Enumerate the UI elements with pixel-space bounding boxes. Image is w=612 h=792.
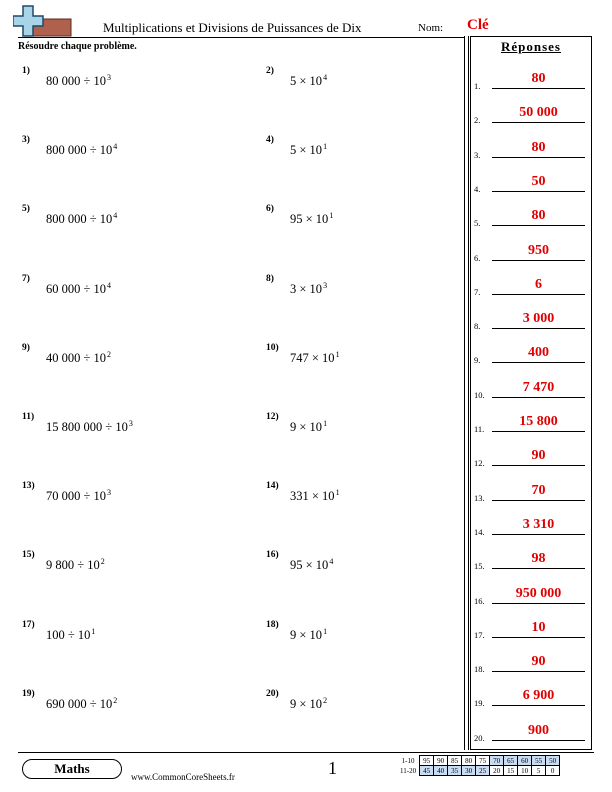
answer-number: 3. <box>474 149 481 160</box>
header-rule <box>18 37 465 38</box>
answer-value: 10 <box>531 619 546 635</box>
problem-expression <box>46 142 117 158</box>
expression-exponent: 4 <box>323 73 328 82</box>
expression-exponent: 4 <box>329 557 334 567</box>
problem-number: 6) <box>266 204 274 215</box>
score-cell: 90 <box>434 756 448 766</box>
problem-expression <box>46 281 111 297</box>
expression-base: 747 × 10 <box>290 350 335 365</box>
problem-number: 10) <box>266 342 279 353</box>
problem-expression <box>46 488 111 504</box>
answer-value: 70 <box>531 482 546 498</box>
problem-expression <box>290 350 340 366</box>
problem-expression <box>290 557 333 573</box>
answer-number: 14. <box>474 526 485 537</box>
name-value: Clé <box>467 17 489 33</box>
answer-value: 950 <box>528 242 549 258</box>
answer-value: 950 000 <box>515 585 562 601</box>
score-cell: 40 <box>434 766 448 776</box>
expression-exponent: 1 <box>335 349 340 359</box>
answer-value: 3 310 <box>522 516 555 532</box>
expression-base: 95 × 10 <box>290 212 329 227</box>
answer-line <box>492 500 585 501</box>
score-row-label: 1-10 <box>401 756 415 765</box>
expression-exponent: 4 <box>113 211 118 221</box>
answer-line <box>492 534 585 535</box>
answer-line <box>492 294 585 295</box>
problem-number: 11) <box>22 412 35 422</box>
answer-number: 8. <box>474 321 481 332</box>
score-cell: 80 <box>462 756 476 766</box>
problem-expression <box>290 419 327 435</box>
score-cell: 10 <box>518 766 532 776</box>
expression-base: 690 000 ÷ 10 <box>46 696 113 711</box>
answer-line <box>492 465 585 466</box>
answer-line <box>492 88 585 89</box>
score-cell: 70 <box>490 756 504 766</box>
score-row-label: 11-20 <box>400 766 417 775</box>
problem-expression <box>46 557 105 573</box>
answer-line <box>492 225 585 226</box>
answer-number: 15. <box>474 561 485 572</box>
expression-base: 5 × 10 <box>290 74 323 88</box>
score-cell: 25 <box>476 766 490 776</box>
expression-base: 800 000 ÷ 10 <box>46 143 113 158</box>
problem-expression <box>46 350 111 366</box>
expression-base: 60 000 ÷ 10 <box>46 281 106 296</box>
answer-value: 15 800 <box>519 414 558 429</box>
score-cell: 35 <box>448 766 462 776</box>
answer-number: 5. <box>474 218 481 229</box>
answer-number: 9. <box>474 355 481 366</box>
score-row <box>398 766 560 776</box>
problem-number: 15) <box>22 550 35 561</box>
expression-exponent: 4 <box>113 142 118 152</box>
answer-number: 2. <box>474 115 481 126</box>
problem-expression <box>46 419 133 435</box>
score-table <box>398 755 560 776</box>
problem-expression <box>290 142 327 158</box>
answer-line <box>492 328 585 329</box>
expression-base: 331 × 10 <box>290 489 335 504</box>
problem-number: 5) <box>22 204 30 215</box>
expression-base: 9 800 ÷ 10 <box>46 558 100 573</box>
score-cell: 20 <box>490 766 504 776</box>
expression-exponent: 4 <box>107 280 111 290</box>
problem-number: 14) <box>266 481 279 492</box>
problem-number: 12) <box>266 412 279 422</box>
answer-number: 16. <box>474 595 485 606</box>
website-link[interactable]: www.CommonCoreSheets.fr <box>131 772 235 782</box>
plus-logo-icon <box>13 4 73 38</box>
answer-line <box>492 568 585 569</box>
answer-value: 80 <box>531 139 546 155</box>
answer-number: 17. <box>474 629 485 640</box>
expression-exponent: 2 <box>107 349 111 359</box>
expression-exponent: 1 <box>329 211 334 221</box>
score-cell: 15 <box>504 766 518 776</box>
answer-line <box>492 191 585 192</box>
score-cell: 65 <box>504 756 518 766</box>
expression-base: 70 000 ÷ 10 <box>46 489 106 504</box>
answer-line <box>492 260 585 261</box>
subject-badge: Maths <box>22 759 122 779</box>
answer-value: 6 900 <box>522 688 555 704</box>
problem-number: 3) <box>22 135 30 146</box>
answer-line <box>492 157 585 158</box>
expression-base: 40 000 ÷ 10 <box>46 350 106 365</box>
answer-number: 11. <box>474 424 485 434</box>
score-cell: 5 <box>532 766 546 776</box>
answer-value: 90 <box>531 654 546 670</box>
answers-title: Réponses <box>500 39 561 54</box>
answer-number: 19. <box>474 698 485 709</box>
problem-number: 20) <box>266 688 279 699</box>
answer-value: 50 000 <box>519 105 558 121</box>
problem-expression <box>46 211 117 227</box>
problem-expression <box>290 73 327 89</box>
answer-line <box>492 431 585 432</box>
expression-exponent: 1 <box>323 419 328 428</box>
expression-base: 9 × 10 <box>290 627 323 642</box>
answer-line <box>492 362 585 363</box>
answer-value: 900 <box>528 722 549 738</box>
problem-expression <box>46 696 117 712</box>
problem-number: 8) <box>266 273 274 284</box>
problem-number: 19) <box>22 688 35 699</box>
problem-number: 18) <box>266 619 279 630</box>
answer-line <box>492 637 585 638</box>
expression-exponent: 1 <box>323 142 328 152</box>
answer-line <box>492 122 585 123</box>
problem-number: 9) <box>22 342 30 353</box>
score-cell: 0 <box>546 766 560 776</box>
page-title: Multiplications et Divisions de Puissances de Dix <box>103 20 362 35</box>
answer-number: 12. <box>474 458 485 469</box>
score-cell: 75 <box>476 756 490 766</box>
answer-number: 10. <box>474 389 485 400</box>
problem-number: 4) <box>266 135 274 146</box>
answer-number: 18. <box>474 664 485 675</box>
answer-value: 98 <box>531 551 546 567</box>
answer-line <box>492 705 585 706</box>
answer-number: 4. <box>474 183 481 194</box>
answer-number: 13. <box>474 492 485 503</box>
expression-exponent: 3 <box>323 280 328 290</box>
expression-base: 100 ÷ 10 <box>46 627 91 642</box>
problem-expression <box>290 696 327 712</box>
expression-exponent: 2 <box>113 695 118 705</box>
answer-line <box>492 671 585 672</box>
expression-base: 15 800 000 ÷ 10 <box>46 420 128 434</box>
expression-exponent: 1 <box>335 488 340 498</box>
answer-value: 80 <box>531 71 546 86</box>
problem-expression <box>46 73 111 89</box>
answer-number: 6. <box>474 252 481 263</box>
expression-base: 95 × 10 <box>290 558 329 573</box>
problem-expression <box>290 281 327 297</box>
expression-base: 80 000 ÷ 10 <box>46 74 106 88</box>
expression-exponent: 1 <box>91 626 96 636</box>
expression-base: 800 000 ÷ 10 <box>46 212 113 227</box>
problem-number: 13) <box>22 481 35 492</box>
expression-base: 5 × 10 <box>290 143 323 158</box>
score-cell: 45 <box>420 766 434 776</box>
answer-value: 3 000 <box>522 311 555 327</box>
score-row <box>398 756 560 766</box>
score-cell: 50 <box>546 756 560 766</box>
problem-expression <box>290 211 333 227</box>
problem-number: 16) <box>266 550 279 561</box>
name-label: Nom: <box>418 22 444 34</box>
page-number: 1 <box>328 758 337 778</box>
answer-value: 6 <box>535 276 542 292</box>
answer-value: 7 470 <box>522 379 555 395</box>
expression-base: 3 × 10 <box>290 281 323 296</box>
answer-number: 20. <box>474 732 485 743</box>
problem-number: 1) <box>22 66 30 76</box>
problem-number: 17) <box>22 619 35 630</box>
score-cell: 60 <box>518 756 532 766</box>
score-cell: 55 <box>532 756 546 766</box>
expression-exponent: 2 <box>100 557 105 567</box>
expression-base: 9 × 10 <box>290 696 323 711</box>
answer-number: 7. <box>474 286 481 297</box>
answer-line <box>492 603 585 604</box>
answer-value: 80 <box>531 208 546 224</box>
expression-exponent: 2 <box>323 695 328 705</box>
answer-number: 1. <box>474 81 481 91</box>
expression-exponent: 3 <box>107 73 111 82</box>
instructions: Résoudre chaque problème. <box>18 41 137 52</box>
answer-line <box>492 397 585 398</box>
problem-expression <box>46 627 95 643</box>
expression-exponent: 3 <box>128 419 133 428</box>
answer-value: 400 <box>528 345 549 361</box>
problem-expression <box>290 627 327 643</box>
problem-number: 2) <box>266 66 274 76</box>
problem-number: 7) <box>22 273 30 284</box>
score-cell: 30 <box>462 766 476 776</box>
expression-base: 9 × 10 <box>290 420 323 434</box>
answer-line <box>492 740 585 741</box>
problem-expression <box>290 488 340 504</box>
score-cell: 95 <box>420 756 434 766</box>
answer-value: 50 <box>531 173 546 189</box>
score-cell: 85 <box>448 756 462 766</box>
footer-rule <box>18 752 594 753</box>
answer-value: 90 <box>531 448 546 464</box>
column-divider <box>464 36 469 750</box>
expression-exponent: 1 <box>323 626 328 636</box>
expression-exponent: 3 <box>107 488 111 498</box>
